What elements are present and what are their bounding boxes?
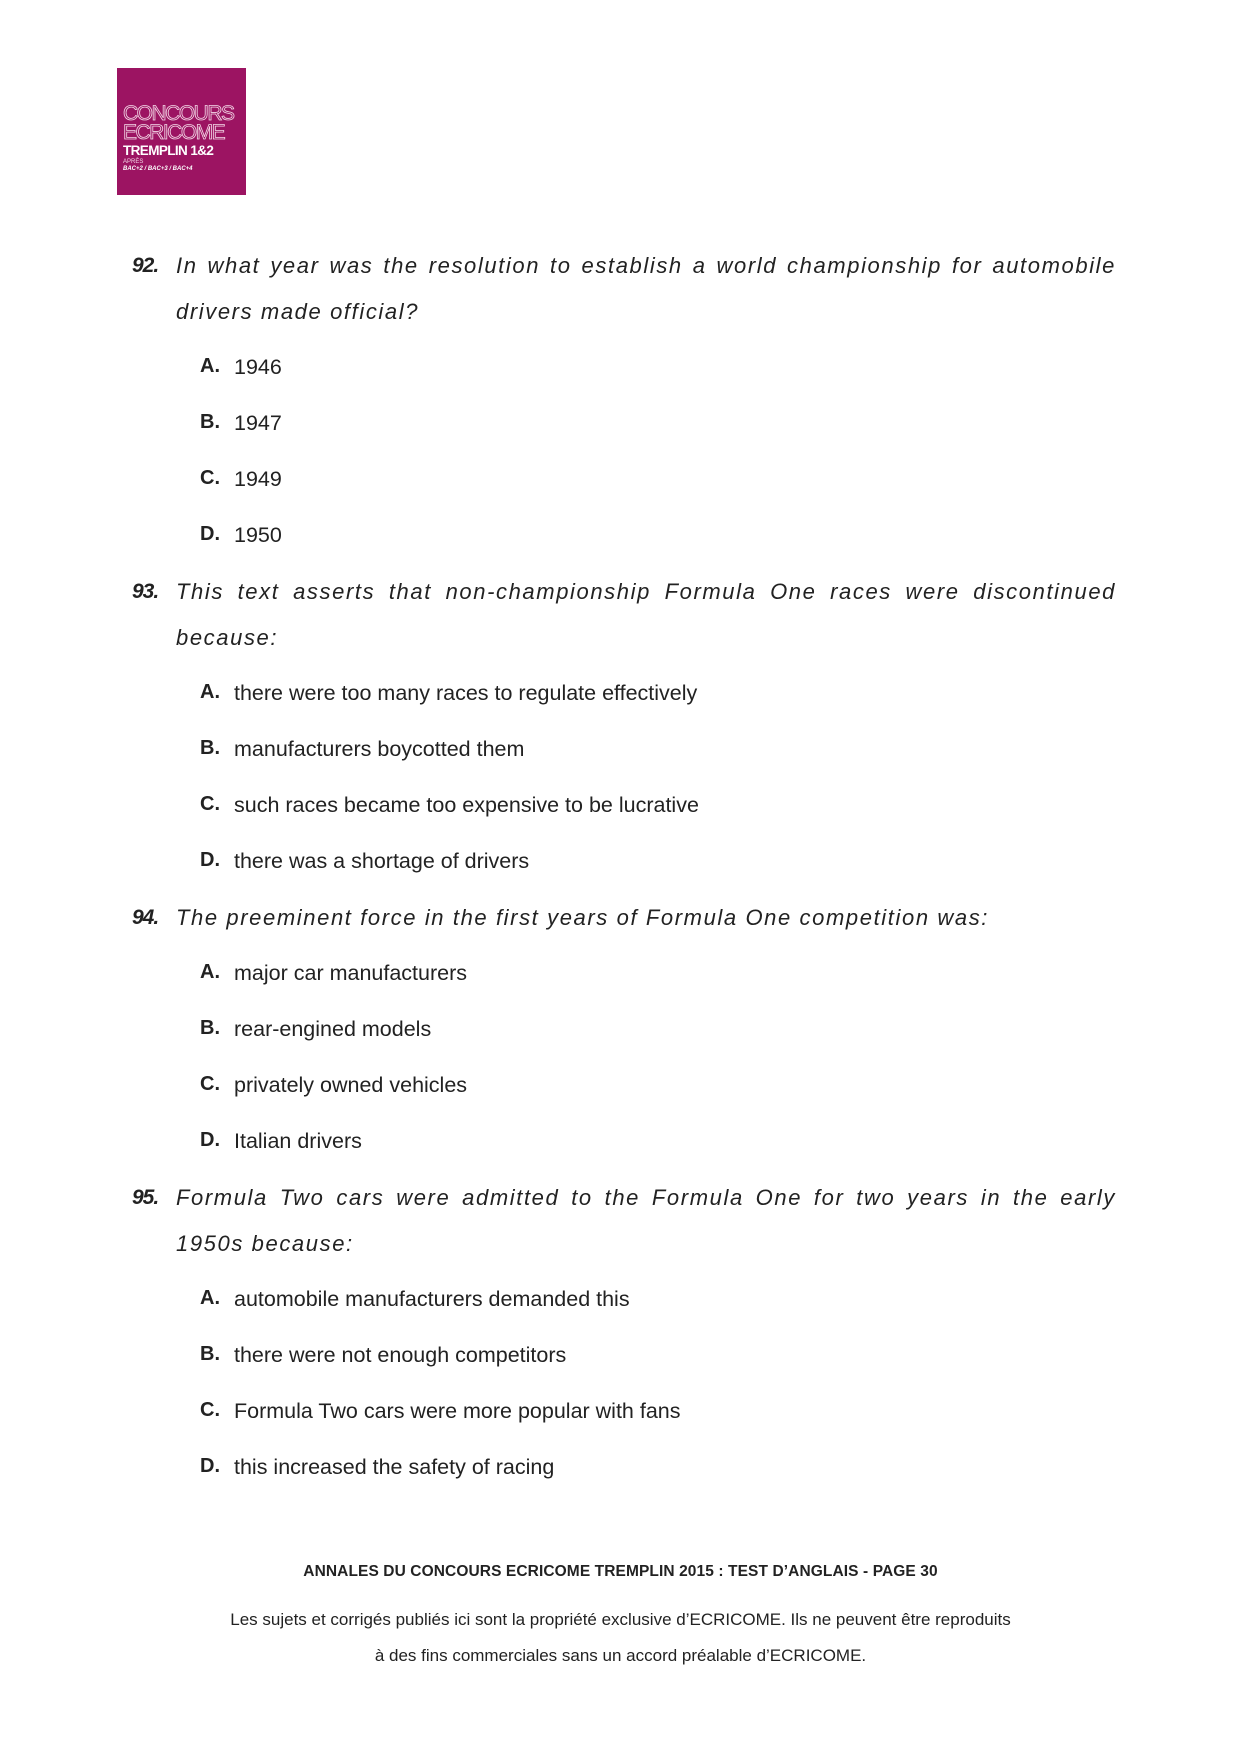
question-text: This text asserts that non-championship Formula One races were discontinued because:: [176, 579, 1116, 650]
question-number: 94.: [132, 906, 159, 929]
option-letter: C.: [200, 793, 220, 815]
option-text: rear-engined models: [234, 1017, 432, 1041]
footer-title: ANNALES DU CONCOURS ECRICOME TREMPLIN 2015 : TEST D’ANGLAIS - PAGE 30: [303, 1563, 938, 1580]
option-letter: A.: [200, 1287, 220, 1309]
question-text: Formula Two cars were admitted to the Formula One for two years in the early 1950s because:: [176, 1185, 1116, 1256]
option-text: there were too many races to regulate effectively: [234, 681, 698, 705]
option-text: automobile manufacturers demanded this: [234, 1287, 630, 1311]
option-letter: C.: [200, 1073, 220, 1095]
option-letter: A.: [200, 681, 220, 703]
footer-note-line-2: à des fins commerciales sans un accord préalable d’ECRICOME.: [374, 1646, 867, 1665]
question-number: 95.: [132, 1186, 159, 1209]
logo-line-apres: APRÈS: [123, 159, 144, 165]
option-text: there was a shortage of drivers: [234, 849, 530, 873]
option-text: major car manufacturers: [234, 961, 467, 985]
question-text: The preeminent force in the first years of Formula One competition was:: [176, 905, 990, 930]
option-letter: B.: [200, 1343, 220, 1365]
logo-line-concours: CONCOURS: [123, 102, 234, 125]
option-letter: A.: [200, 355, 220, 377]
option-text: Italian drivers: [234, 1129, 362, 1153]
option-letter: C.: [200, 467, 220, 489]
ecricome-logo: [117, 68, 246, 195]
option-text: this increased the safety of racing: [234, 1455, 555, 1479]
option-letter: D.: [200, 523, 220, 545]
option-text: 1946: [234, 355, 282, 379]
option-letter: D.: [200, 849, 220, 871]
option-letter: B.: [200, 1017, 220, 1039]
option-text: such races became too expensive to be lucrative: [234, 793, 699, 817]
question-number: 93.: [132, 580, 159, 603]
option-letter: C.: [200, 1399, 220, 1421]
footer-note-line-1: Les sujets et corrigés publiés ici sont la propriété exclusive d’ECRICOME. Ils ne peuvent être reproduits: [230, 1610, 1011, 1629]
question-number: 92.: [132, 254, 159, 277]
option-letter: A.: [200, 961, 220, 983]
option-text: Formula Two cars were more popular with fans: [234, 1399, 681, 1423]
question-text: In what year was the resolution to establish a world championship for automobile drivers made official?: [176, 253, 1116, 324]
option-text: privately owned vehicles: [234, 1073, 468, 1097]
option-letter: B.: [200, 411, 220, 433]
logo-line-levels: BAC+2 / BAC+3 / BAC+4: [123, 166, 193, 172]
option-letter: D.: [200, 1455, 220, 1477]
option-letter: B.: [200, 737, 220, 759]
option-text: manufacturers boycotted them: [234, 737, 525, 761]
option-text: there were not enough competitors: [234, 1343, 567, 1367]
option-text: 1949: [234, 467, 282, 491]
option-letter: D.: [200, 1129, 220, 1151]
logo-line-tremplin: TREMPLIN 1&2: [123, 143, 214, 158]
logo-line-ecricome: ECRICOME: [123, 121, 225, 144]
option-text: 1947: [234, 411, 282, 435]
option-text: 1950: [234, 523, 282, 547]
